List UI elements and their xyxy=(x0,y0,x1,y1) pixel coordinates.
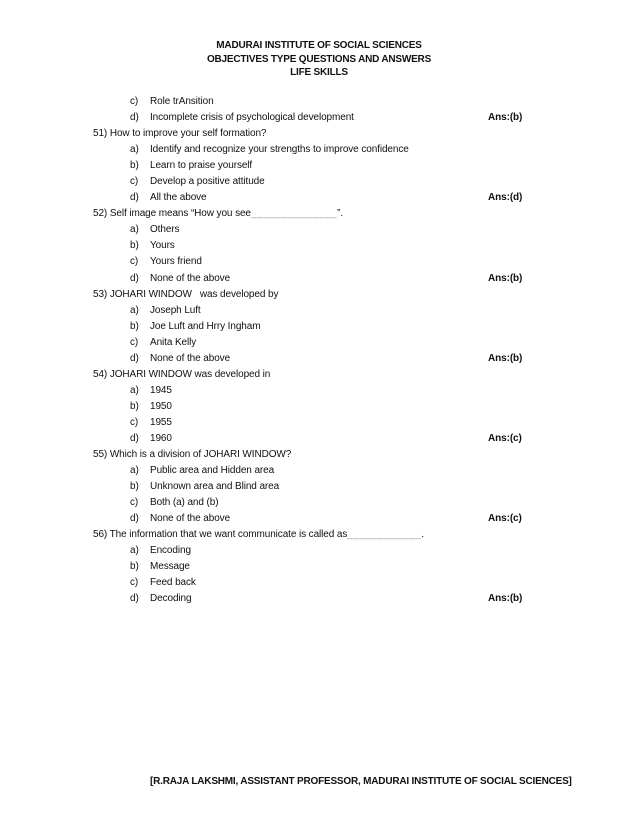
subject-title: LIFE SKILLS xyxy=(290,67,348,78)
option-letter: a) xyxy=(130,465,139,477)
option-letter: d) xyxy=(130,112,139,124)
option-letter: b) xyxy=(130,240,139,252)
question-list xyxy=(93,94,533,608)
option-text: Joe Luft and Hrry Ingham xyxy=(150,320,261,332)
option-letter: a) xyxy=(130,545,139,557)
question-text-start: 52) Self image means “How you see xyxy=(93,208,251,220)
option-text: Learn to praise yourself xyxy=(150,160,253,172)
option-text: Both (a) and (b) xyxy=(150,497,219,509)
option-row xyxy=(93,238,533,254)
option-text: Role trAnsition xyxy=(150,96,214,107)
option-text: Joseph Luft xyxy=(150,304,201,316)
document-header xyxy=(0,39,638,80)
option-text: Decoding xyxy=(150,593,192,605)
option-letter: c) xyxy=(130,176,139,188)
option-letter: d) xyxy=(130,593,139,605)
option-text: Develop a positive attitude xyxy=(150,176,265,188)
answer-label: Ans:(b) xyxy=(488,352,523,364)
option-letter: d) xyxy=(130,352,139,364)
fill-in-blank: ______________ xyxy=(250,208,338,220)
option-letter: d) xyxy=(130,432,139,444)
option-letter: a) xyxy=(130,224,139,236)
option-text: Anita Kelly xyxy=(150,336,197,348)
option-text: Unknown area and Blind area xyxy=(150,481,280,493)
question-row xyxy=(93,367,533,383)
question-row xyxy=(93,447,533,463)
option-letter: a) xyxy=(130,144,139,156)
option-row xyxy=(93,495,533,511)
option-row xyxy=(93,319,533,335)
option-row xyxy=(93,383,533,399)
option-text: Yours xyxy=(150,240,175,252)
option-letter: d) xyxy=(130,272,139,284)
question-text-start: 56) The information that we want communicate is called as xyxy=(93,529,348,541)
option-letter: b) xyxy=(130,160,139,172)
option-letter: c) xyxy=(130,577,139,589)
option-row xyxy=(93,399,533,415)
institute-title: MADURAI INSTITUTE OF SOCIAL SCIENCES xyxy=(216,40,422,51)
option-row xyxy=(93,575,533,591)
option-letter: c) xyxy=(130,497,139,509)
answer-label: Ans:(b) xyxy=(488,112,523,124)
option-row xyxy=(93,463,533,479)
option-row xyxy=(93,335,533,351)
option-row xyxy=(93,190,533,206)
option-text: Feed back xyxy=(150,577,196,589)
question-text-end: . xyxy=(421,529,424,541)
option-row xyxy=(93,254,533,270)
option-text: Yours friend xyxy=(150,256,202,268)
option-text: None of the above xyxy=(150,272,231,284)
option-letter: c) xyxy=(130,96,139,107)
answer-label: Ans:(c) xyxy=(488,513,522,525)
answer-label: Ans:(d) xyxy=(488,192,523,204)
option-text: Others xyxy=(150,224,180,236)
option-text: 1955 xyxy=(150,416,172,428)
option-row xyxy=(93,110,533,126)
option-letter: d) xyxy=(130,513,139,525)
option-text: All the above xyxy=(150,192,207,204)
option-row xyxy=(93,271,533,287)
option-text: Incomplete crisis of psychological development xyxy=(150,112,354,124)
option-letter: c) xyxy=(130,416,139,428)
question-row xyxy=(93,126,533,142)
question-text-end: ”. xyxy=(337,208,344,220)
option-text: Public area and Hidden area xyxy=(150,465,275,477)
option-row xyxy=(93,415,533,431)
option-letter: b) xyxy=(130,561,139,573)
option-row xyxy=(93,543,533,559)
option-letter: b) xyxy=(130,400,139,412)
option-row xyxy=(93,431,533,447)
option-text: Message xyxy=(150,561,190,573)
option-text: 1945 xyxy=(150,384,172,396)
fill-in-blank: ____________ xyxy=(347,529,422,541)
option-text: None of the above xyxy=(150,513,231,525)
option-row xyxy=(93,142,533,158)
answer-label: Ans:(b) xyxy=(488,593,523,605)
option-row xyxy=(93,479,533,495)
option-row xyxy=(93,222,533,238)
option-row xyxy=(93,174,533,190)
option-letter: b) xyxy=(130,320,139,332)
option-text: Identify and recognize your strengths to improve confidence xyxy=(150,144,409,156)
option-row xyxy=(93,158,533,174)
option-letter: d) xyxy=(130,192,139,204)
option-text: None of the above xyxy=(150,352,231,364)
option-row xyxy=(93,559,533,575)
option-row xyxy=(93,591,533,607)
option-text: Encoding xyxy=(150,545,191,557)
option-letter: c) xyxy=(130,336,139,348)
option-text: 1960 xyxy=(150,432,172,444)
option-text: 1950 xyxy=(150,400,172,412)
option-row xyxy=(93,303,533,319)
option-row xyxy=(93,511,533,527)
option-row xyxy=(93,351,533,367)
page-footer: [R.RAJA LAKSHMI, ASSISTANT PROFESSOR, MADURAI INSTITUTE OF SOCIAL SCIENCES] xyxy=(150,776,572,787)
question-text: 55) Which is a division of JOHARI WINDOW? xyxy=(93,449,292,461)
option-letter: c) xyxy=(130,256,139,268)
question-text: 51) How to improve your self formation? xyxy=(93,128,267,140)
option-letter: b) xyxy=(130,481,139,493)
question-row xyxy=(93,287,533,303)
document-subtitle: OBJECTIVES TYPE QUESTIONS AND ANSWERS xyxy=(206,53,432,65)
question-row xyxy=(93,527,533,543)
question-text: 54) JOHARI WINDOW was developed in xyxy=(93,368,271,380)
answer-label: Ans:(b) xyxy=(488,272,523,284)
option-letter: a) xyxy=(130,384,139,396)
question-text xyxy=(93,527,424,543)
option-row xyxy=(93,94,533,110)
option-letter: a) xyxy=(130,304,139,316)
question-text xyxy=(93,206,343,222)
question-text: 53) JOHARI WINDOW was developed by xyxy=(93,288,279,300)
question-row xyxy=(93,206,533,222)
answer-label: Ans:(c) xyxy=(488,432,522,444)
